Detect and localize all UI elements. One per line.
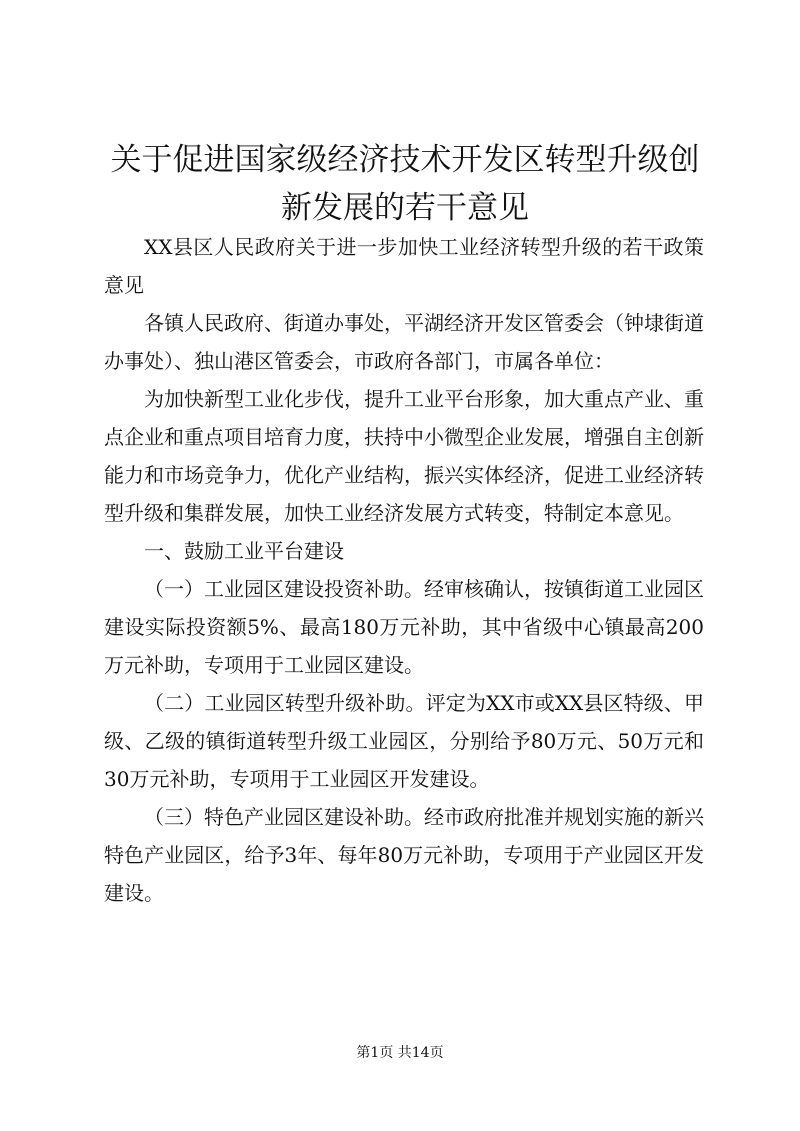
section-heading-1: 一、鼓励工业平台建设 [144, 539, 344, 563]
paragraph-addressees: 各镇人民政府、街道办事处，平湖经济开发区管委会（钟埭街道办事处）、独山港区管委会，市政府各部门，市属各单位： [104, 311, 704, 373]
paragraph-item-2: （二）工业园区转型升级补助。评定为XX市或XX县区特级、甲级、乙级的镇街道转型升级工业园区，分别给予80万元、50万元和30万元补助，专项用于工业园区开发建设。 [104, 691, 704, 791]
paragraph-subtitle: XX县区人民政府关于进一步加快工业经济转型升级的若干政策意见 [104, 235, 704, 297]
paragraph-item-3: （三）特色产业园区建设补助。经市政府批准并规划实施的新兴特色产业园区，给予3年、每年80万元补助，专项用于产业园区开发建设。 [104, 805, 704, 905]
paragraph-purpose: 为加快新型工业化步伐，提升工业平台形象，加大重点产业、重点企业和重点项目培育力度，扶持中小微型企业发展，增强自主创新能力和市场竞争力，优化产业结构，振兴实体经济，促进工业经济转型升级和集群发展，加快工业经济发展方式转变，特制定本意见。 [104, 387, 704, 525]
document-body [104, 228, 704, 912]
paragraph-item-1: （一）工业园区建设投资补助。经审核确认，按镇街道工业园区建设实际投资额5%、最高180万元补助，其中省级中心镇最高200万元补助，专项用于工业园区建设。 [104, 577, 704, 677]
document-title: 关于促进国家级经济技术开发区转型升级创新发展的若干意见 [110, 142, 700, 226]
page-number-footer: 第1页 共14页 [356, 1045, 444, 1061]
